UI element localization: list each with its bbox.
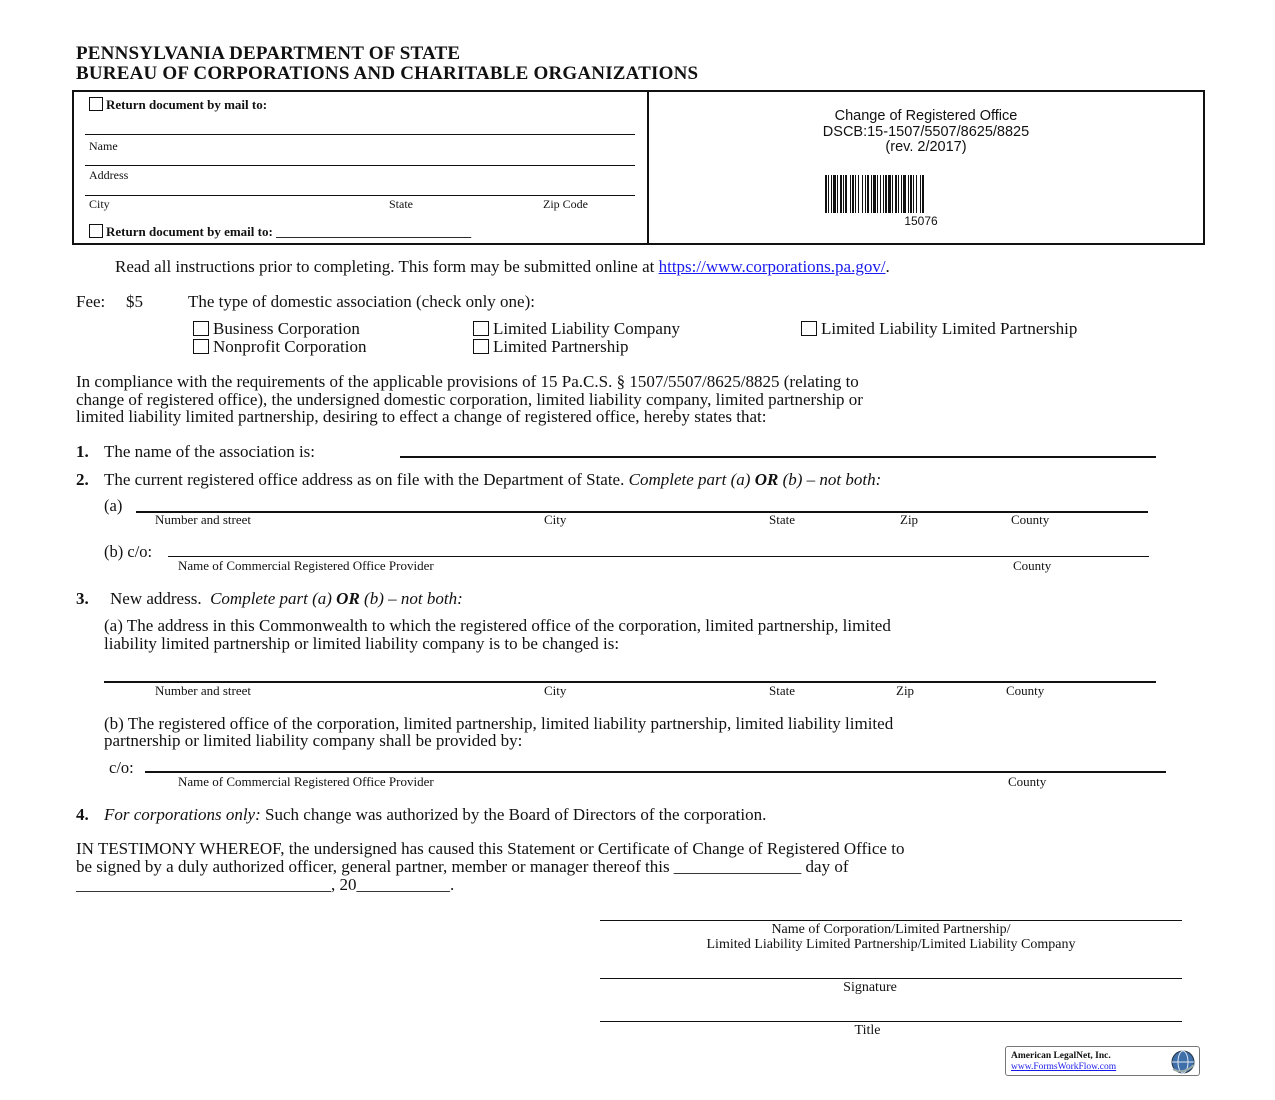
barcode-bar [845, 175, 847, 213]
item-3-number: 3. [76, 589, 89, 608]
barcode-bar [828, 175, 829, 213]
new-address-field[interactable] [104, 681, 1156, 683]
barcode-bar [901, 175, 902, 213]
new-provider-field[interactable] [145, 771, 1166, 773]
entity-name-line-1: Name of Corporation/Limited Partnership/ [771, 922, 1011, 937]
item-2-part-a-label: (a) [104, 496, 123, 515]
barcode-bar [862, 175, 863, 213]
barcode-bar [871, 175, 872, 213]
entity-name-field[interactable] [600, 920, 1182, 921]
form-id-block [649, 109, 1203, 156]
testimony-line-1: IN TESTIMONY WHEREOF, the undersigned has caused this Statement or Certificate of Change of Registered Office to [76, 839, 905, 858]
col-city: City [544, 512, 567, 527]
option-nonprofit-corporation[interactable] [193, 337, 366, 357]
item-3-text [110, 589, 463, 609]
barcode-bar [880, 175, 881, 213]
header-line-2: BUREAU OF CORPORATIONS AND CHARITABLE ORGANIZATIONS [76, 63, 699, 84]
barcode-bar [840, 175, 842, 213]
barcode-bar [831, 175, 832, 213]
col-number-street: Number and street [155, 683, 252, 698]
signature-label: Signature [843, 980, 897, 995]
fee-label: Fee: [76, 292, 106, 311]
item-4-text [104, 805, 766, 825]
american-legalnet-logo[interactable] [1005, 1046, 1200, 1076]
compliance-line-3: limited liability limited partnership, desiring to effect a change of registered office, hereby states that: [76, 407, 767, 426]
checkbox-nonprofit-corporation[interactable] [193, 339, 209, 354]
barcode-bar [852, 175, 854, 213]
item-3-hint-a: Complete part (a) [210, 589, 332, 608]
compliance-line-2: change of registered office), the undersigned domestic corporation, limited liability company, limited partnership or [76, 390, 863, 409]
provider-county-label: County [1013, 558, 1052, 573]
return-by-mail-option [89, 97, 267, 113]
testimony-line-3: ______________________________, 20___________. [76, 875, 455, 894]
option-llp-partnership[interactable] [801, 319, 1077, 339]
item-2-number: 2. [76, 470, 89, 489]
barcode-bar [898, 175, 899, 213]
entity-name-caption [600, 922, 1182, 952]
association-type-prompt: The type of domestic association (check only one): [188, 292, 535, 311]
address-field[interactable] [85, 165, 635, 166]
email-field[interactable]: ______________________________ [276, 224, 472, 239]
item-3b-co-label: c/o: [109, 758, 134, 777]
association-name-field[interactable] [400, 456, 1156, 458]
item-3-hint-or: OR [336, 589, 360, 608]
barcode-bar [825, 175, 827, 213]
checkbox-limited-liability-limited-partnership[interactable] [801, 321, 817, 336]
city-label: City [89, 197, 110, 211]
item-4-number: 4. [76, 805, 89, 824]
state-label: State [389, 197, 413, 211]
col-state: State [769, 683, 795, 698]
col-city: City [544, 683, 567, 698]
barcode-bar [873, 175, 876, 213]
col-county: County [1006, 683, 1045, 698]
option-limited-liability-company[interactable] [473, 319, 680, 339]
form-revision: (rev. 2/2017) [885, 139, 967, 155]
testimony-line-2: be signed by a duly authorized officer, general partner, member or manager thereof this _______________ day of [76, 857, 849, 876]
instructions [115, 257, 890, 277]
online-filing-link[interactable]: https://www.corporations.pa.gov/ [658, 257, 886, 276]
item-2-hint-a: Complete part (a) [628, 470, 751, 489]
barcode-bar [910, 175, 912, 213]
barcode-bar [916, 175, 917, 213]
checkbox-limited-liability-company[interactable] [473, 321, 489, 336]
option-limited-partnership[interactable] [473, 337, 629, 357]
option-label: Business Corporation [213, 319, 360, 338]
item-3b-line-1: (b) The registered office of the corporation, limited partnership, limited liability partnership, limited liability limited [104, 714, 894, 733]
barcode-bar [855, 175, 856, 213]
name-label: Name [89, 139, 118, 153]
barcode-bar [858, 175, 859, 213]
barcode-bar [850, 175, 851, 213]
col-county: County [1011, 512, 1050, 527]
zip-code-label: Zip Code [543, 197, 588, 211]
title-field[interactable] [600, 1021, 1182, 1022]
barcode-bar [877, 175, 878, 213]
item-2-hint-or: OR [754, 470, 779, 489]
provider-label: Name of Commercial Registered Office Provider [178, 774, 434, 789]
option-business-corporation[interactable] [193, 319, 360, 339]
return-box [72, 90, 649, 245]
return-by-email-label: Return document by email to: [106, 224, 273, 239]
barcode-bar [837, 175, 838, 213]
item-2-part-b-label: (b) c/o: [104, 542, 153, 561]
signature-field[interactable] [600, 978, 1182, 979]
logo-url: www.FormsWorkFlow.com [1011, 1062, 1117, 1072]
barcode-bar [833, 175, 836, 213]
return-by-mail-checkbox[interactable] [89, 97, 103, 111]
option-label: Limited Partnership [493, 337, 629, 356]
item-3a-line-2: liability limited partnership or limited liability company is to be changed is: [104, 634, 620, 653]
instructions-end: . [885, 257, 890, 276]
item-2-hint-b: (b) – not both: [782, 470, 882, 489]
checkbox-limited-partnership[interactable] [473, 339, 489, 354]
fee-amount: $5 [126, 292, 143, 311]
barcode-bar [865, 175, 866, 213]
option-label: Nonprofit Corporation [213, 337, 367, 356]
item-4-italic: For corporations only: [104, 805, 261, 824]
item-1-text: The name of the association is: [104, 442, 316, 461]
provider-county-label: County [1008, 774, 1047, 789]
col-number-street: Number and street [155, 512, 252, 527]
return-by-email-checkbox[interactable] [89, 224, 103, 238]
barcode-bar [922, 175, 924, 213]
current-address-field[interactable] [136, 511, 1148, 513]
provider-label: Name of Commercial Registered Office Provider [178, 558, 434, 573]
item-3b-line-2: partnership or limited liability company shall be provided by: [104, 731, 523, 750]
item-3-hint-b: (b) – not both: [364, 589, 463, 608]
col-zip: Zip [900, 512, 919, 527]
return-by-mail-label: Return document by mail to: [106, 97, 268, 112]
item-3a-line-1: (a) The address in this Commonwealth to which the registered office of the corporation, limited partnership, limited [104, 616, 891, 635]
item-1-number: 1. [76, 442, 89, 461]
option-label: Limited Liability Limited Partnership [821, 319, 1078, 338]
globe-icon [1170, 1049, 1196, 1075]
item-3-statement: New address. [110, 589, 202, 608]
city-state-zip-field[interactable] [85, 195, 635, 196]
barcode-image [825, 175, 1017, 215]
instructions-text: Read all instructions prior to completing. This form may be submitted online at [115, 257, 659, 276]
barcode-number: 15076 [904, 214, 938, 228]
entity-name-line-2: Limited Liability Limited Partnership/Limited Liability Company [706, 937, 1076, 952]
barcode-bar [908, 175, 909, 213]
name-field[interactable] [85, 134, 635, 135]
address-label: Address [89, 168, 129, 182]
col-zip: Zip [896, 683, 915, 698]
return-by-email-option [89, 224, 471, 240]
barcode-bar [843, 175, 844, 213]
logo-company: American LegalNet, Inc. [1011, 1051, 1111, 1061]
barcode-bar [920, 175, 921, 213]
current-provider-field[interactable] [168, 556, 1149, 557]
compliance-line-1: In compliance with the requirements of the applicable provisions of 15 Pa.C.S. § 1507/5507/8625/8825 (relating to [76, 372, 859, 391]
barcode-bar [895, 175, 897, 213]
barcode-bar [892, 175, 893, 213]
checkbox-business-corporation[interactable] [193, 321, 209, 336]
col-state: State [769, 512, 795, 527]
item-4-statement: Such change was authorized by the Board of Directors of the corporation. [265, 805, 767, 824]
barcode-bar [903, 175, 906, 213]
form-title: Change of Registered Office [834, 108, 1018, 124]
barcode-bar [913, 175, 914, 213]
form-code: DSCB:15-1507/5507/8625/8825 [822, 123, 1030, 140]
item-2-statement: The current registered office address as on file with the Department of State. [104, 470, 625, 489]
barcode-bar [883, 175, 884, 213]
title-label: Title [854, 1023, 881, 1038]
barcode-bar [888, 175, 891, 213]
barcode-bar [867, 175, 869, 213]
header-line-1: PENNSYLVANIA DEPARTMENT OF STATE [76, 43, 461, 64]
barcode-bar [885, 175, 887, 213]
option-label: Limited Liability Company [493, 319, 680, 338]
item-2-text [104, 470, 881, 490]
